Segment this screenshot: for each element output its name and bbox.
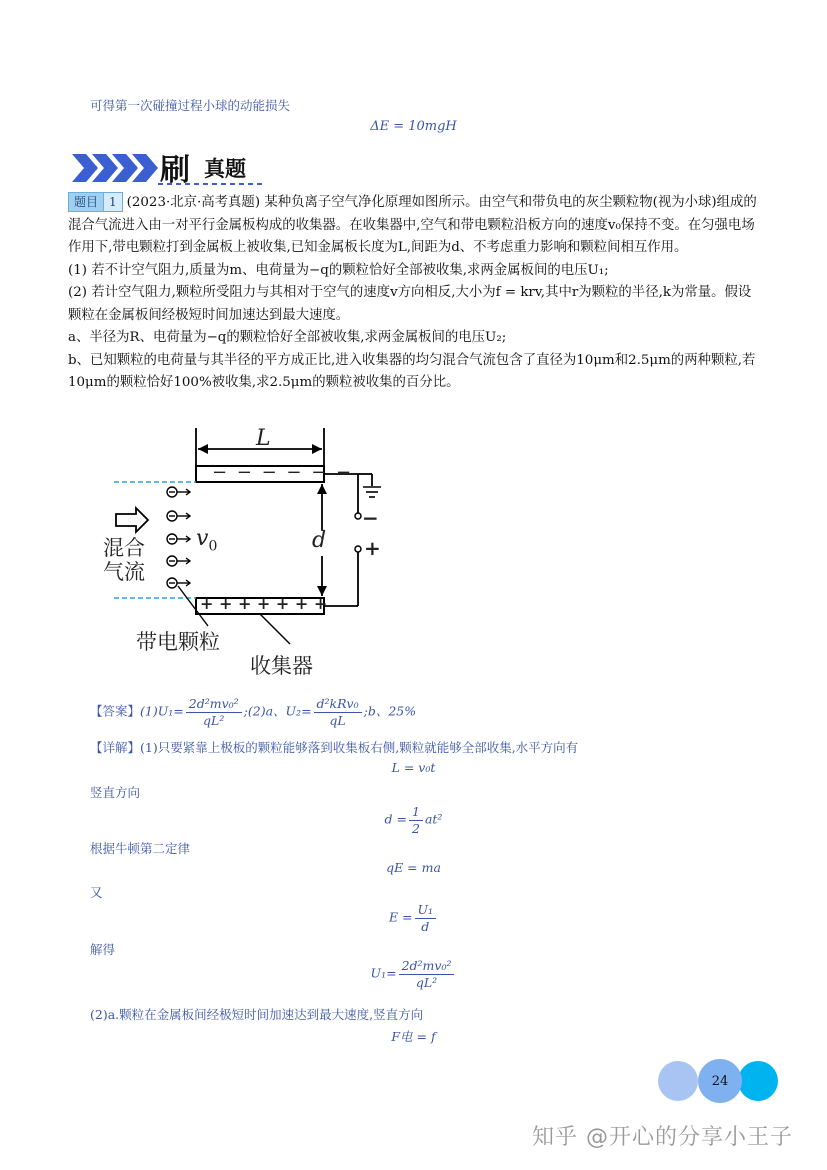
label-mixed-flow: [103, 536, 145, 584]
collector-figure: [100, 426, 400, 678]
answer-part3: ;b、25%: [363, 703, 417, 719]
answer-tag: 【答案】: [90, 703, 141, 719]
solution-text-6: (2)a.颗粒在金属板间经极短时间加速达到最大速度,竖直方向: [90, 1007, 424, 1022]
eq-E-frac: [415, 902, 437, 934]
continuation-text: 可得第一次碰撞过程小球的动能损失: [90, 98, 291, 113]
question-2b: b、已知颗粒的电荷量与其半径的平方成正比,进入收集器的均匀混合气流包含了直径为10μm和2.5μm的两种颗粒,若10μm的颗粒恰好100%被收集,求2.5μm的颗粒被收集的百分比。: [68, 352, 756, 390]
label-L: L: [256, 426, 271, 451]
equation-newton: qE = ma: [386, 860, 441, 875]
equation-d: [0, 804, 827, 836]
particle-icon: [167, 511, 190, 521]
eq-d-num: 1: [409, 804, 423, 821]
eq-E-num: U₁: [415, 902, 437, 919]
equation-L: L = v₀t: [391, 760, 436, 775]
answer-part1: (1)U₁=: [140, 703, 184, 719]
eq-d-rhs: at²: [424, 811, 443, 827]
terminal-minus: −: [362, 506, 379, 530]
page-circle-right: [738, 1061, 778, 1101]
problem-statement: [68, 192, 758, 395]
eq-d-den: 2: [412, 820, 420, 836]
equation-U1: [0, 958, 827, 990]
eq-U1-frac: [399, 958, 455, 990]
equation-E: [0, 902, 827, 934]
label-v0-main: v: [196, 526, 209, 551]
bottom-plate-signs: + + + + + + +: [200, 594, 328, 613]
eq-E-lhs: E =: [388, 909, 413, 925]
label-v0: [196, 526, 217, 554]
watermark: 知乎 @开心的分享小王子: [532, 1125, 793, 1150]
solution-text-2: 竖直方向: [90, 785, 141, 800]
answer-frac1: [186, 696, 242, 728]
question-2a: a、半径为R、电荷量为−q的颗粒恰好全部被收集,求两金属板间的电压U₂;: [68, 330, 507, 345]
equation-energy-loss: ΔE = 10mgH: [370, 119, 457, 134]
eq-d-lhs: d =: [384, 811, 407, 827]
solution-line-1: [90, 738, 578, 756]
label-collector: 收集器: [250, 654, 313, 678]
eq-U1-lhs: U₁=: [370, 965, 397, 981]
answer-line: [90, 696, 416, 728]
problem-number: 1: [104, 192, 123, 212]
section-big-char: 刷: [160, 153, 190, 188]
page-circle-left: [658, 1061, 698, 1101]
answer-frac2: [314, 696, 362, 728]
section-title: 真题: [204, 157, 246, 181]
solution-tag: 【详解】: [90, 740, 141, 755]
label-mixed-flow-line2: 气流: [103, 560, 145, 584]
label-mixed-flow-line1: 混合: [103, 536, 145, 560]
solution-text-1: (1)只要紧靠上极板的颗粒能够落到收集板右侧,颗粒就能够全部收集,水平方向有: [140, 740, 579, 755]
page-number: 24: [698, 1059, 742, 1103]
problem-source: (2023·北京·高考真题): [126, 195, 261, 210]
top-plate-signs: − − − − − −: [212, 462, 354, 483]
problem-tag: 题目: [68, 192, 104, 212]
solution-text-5: 解得: [90, 942, 116, 957]
answer-frac2-num: d²kRv₀: [314, 696, 362, 713]
question-2: (2) 若计空气阻力,颗粒所受阻力与其相对于空气的速度v方向相反,大小为f = krv,其中r为颗粒的半径,k为常量。假设颗粒在金属板间经极短时间加速达到最大速度。: [68, 285, 752, 323]
label-v0-sub: 0: [208, 538, 218, 555]
particle-icon: [167, 487, 190, 497]
solution-text-4: 又: [90, 885, 103, 900]
equation-force: F电 = f: [391, 1029, 436, 1044]
eq-d-frac: [409, 804, 423, 836]
terminal-plus: +: [364, 536, 381, 560]
solution-text-3: 根据牛顿第二定律: [90, 841, 191, 856]
label-d: d: [312, 528, 327, 553]
eq-U1-den: qL²: [415, 974, 438, 990]
answer-frac2-den: qL: [329, 712, 346, 728]
question-1: (1) 若不计空气阻力,质量为m、电荷量为−q的颗粒恰好全部被收集,求两金属板间的电压U₁;: [68, 262, 609, 278]
eq-E-den: d: [421, 918, 430, 934]
label-charged-particles: 带电颗粒: [136, 630, 220, 654]
answer-frac1-den: qL²: [203, 712, 225, 728]
particle-icon: [167, 556, 190, 566]
particle-icon: [167, 534, 190, 544]
answer-frac1-num: 2d²mv₀²: [186, 696, 242, 713]
problem-intro: 某种负离子空气净化原理如图所示。由空气和带负电的灰尘颗粒物(视为小球)组成的混合气流进入由一对平行金属板构成的收集器。在收集器中,空气和带电颗粒沿板方向的速度v₀保持不变。在匀强电场作用下,带电颗粒打到金属板上被收集,已知金属板长度为L,间距为d、不考虑重力影响和颗粒间相互作用。: [68, 195, 757, 255]
eq-U1-num: 2d²mv₀²: [399, 958, 455, 975]
answer-part2: ;(2)a、U₂=: [243, 703, 312, 719]
